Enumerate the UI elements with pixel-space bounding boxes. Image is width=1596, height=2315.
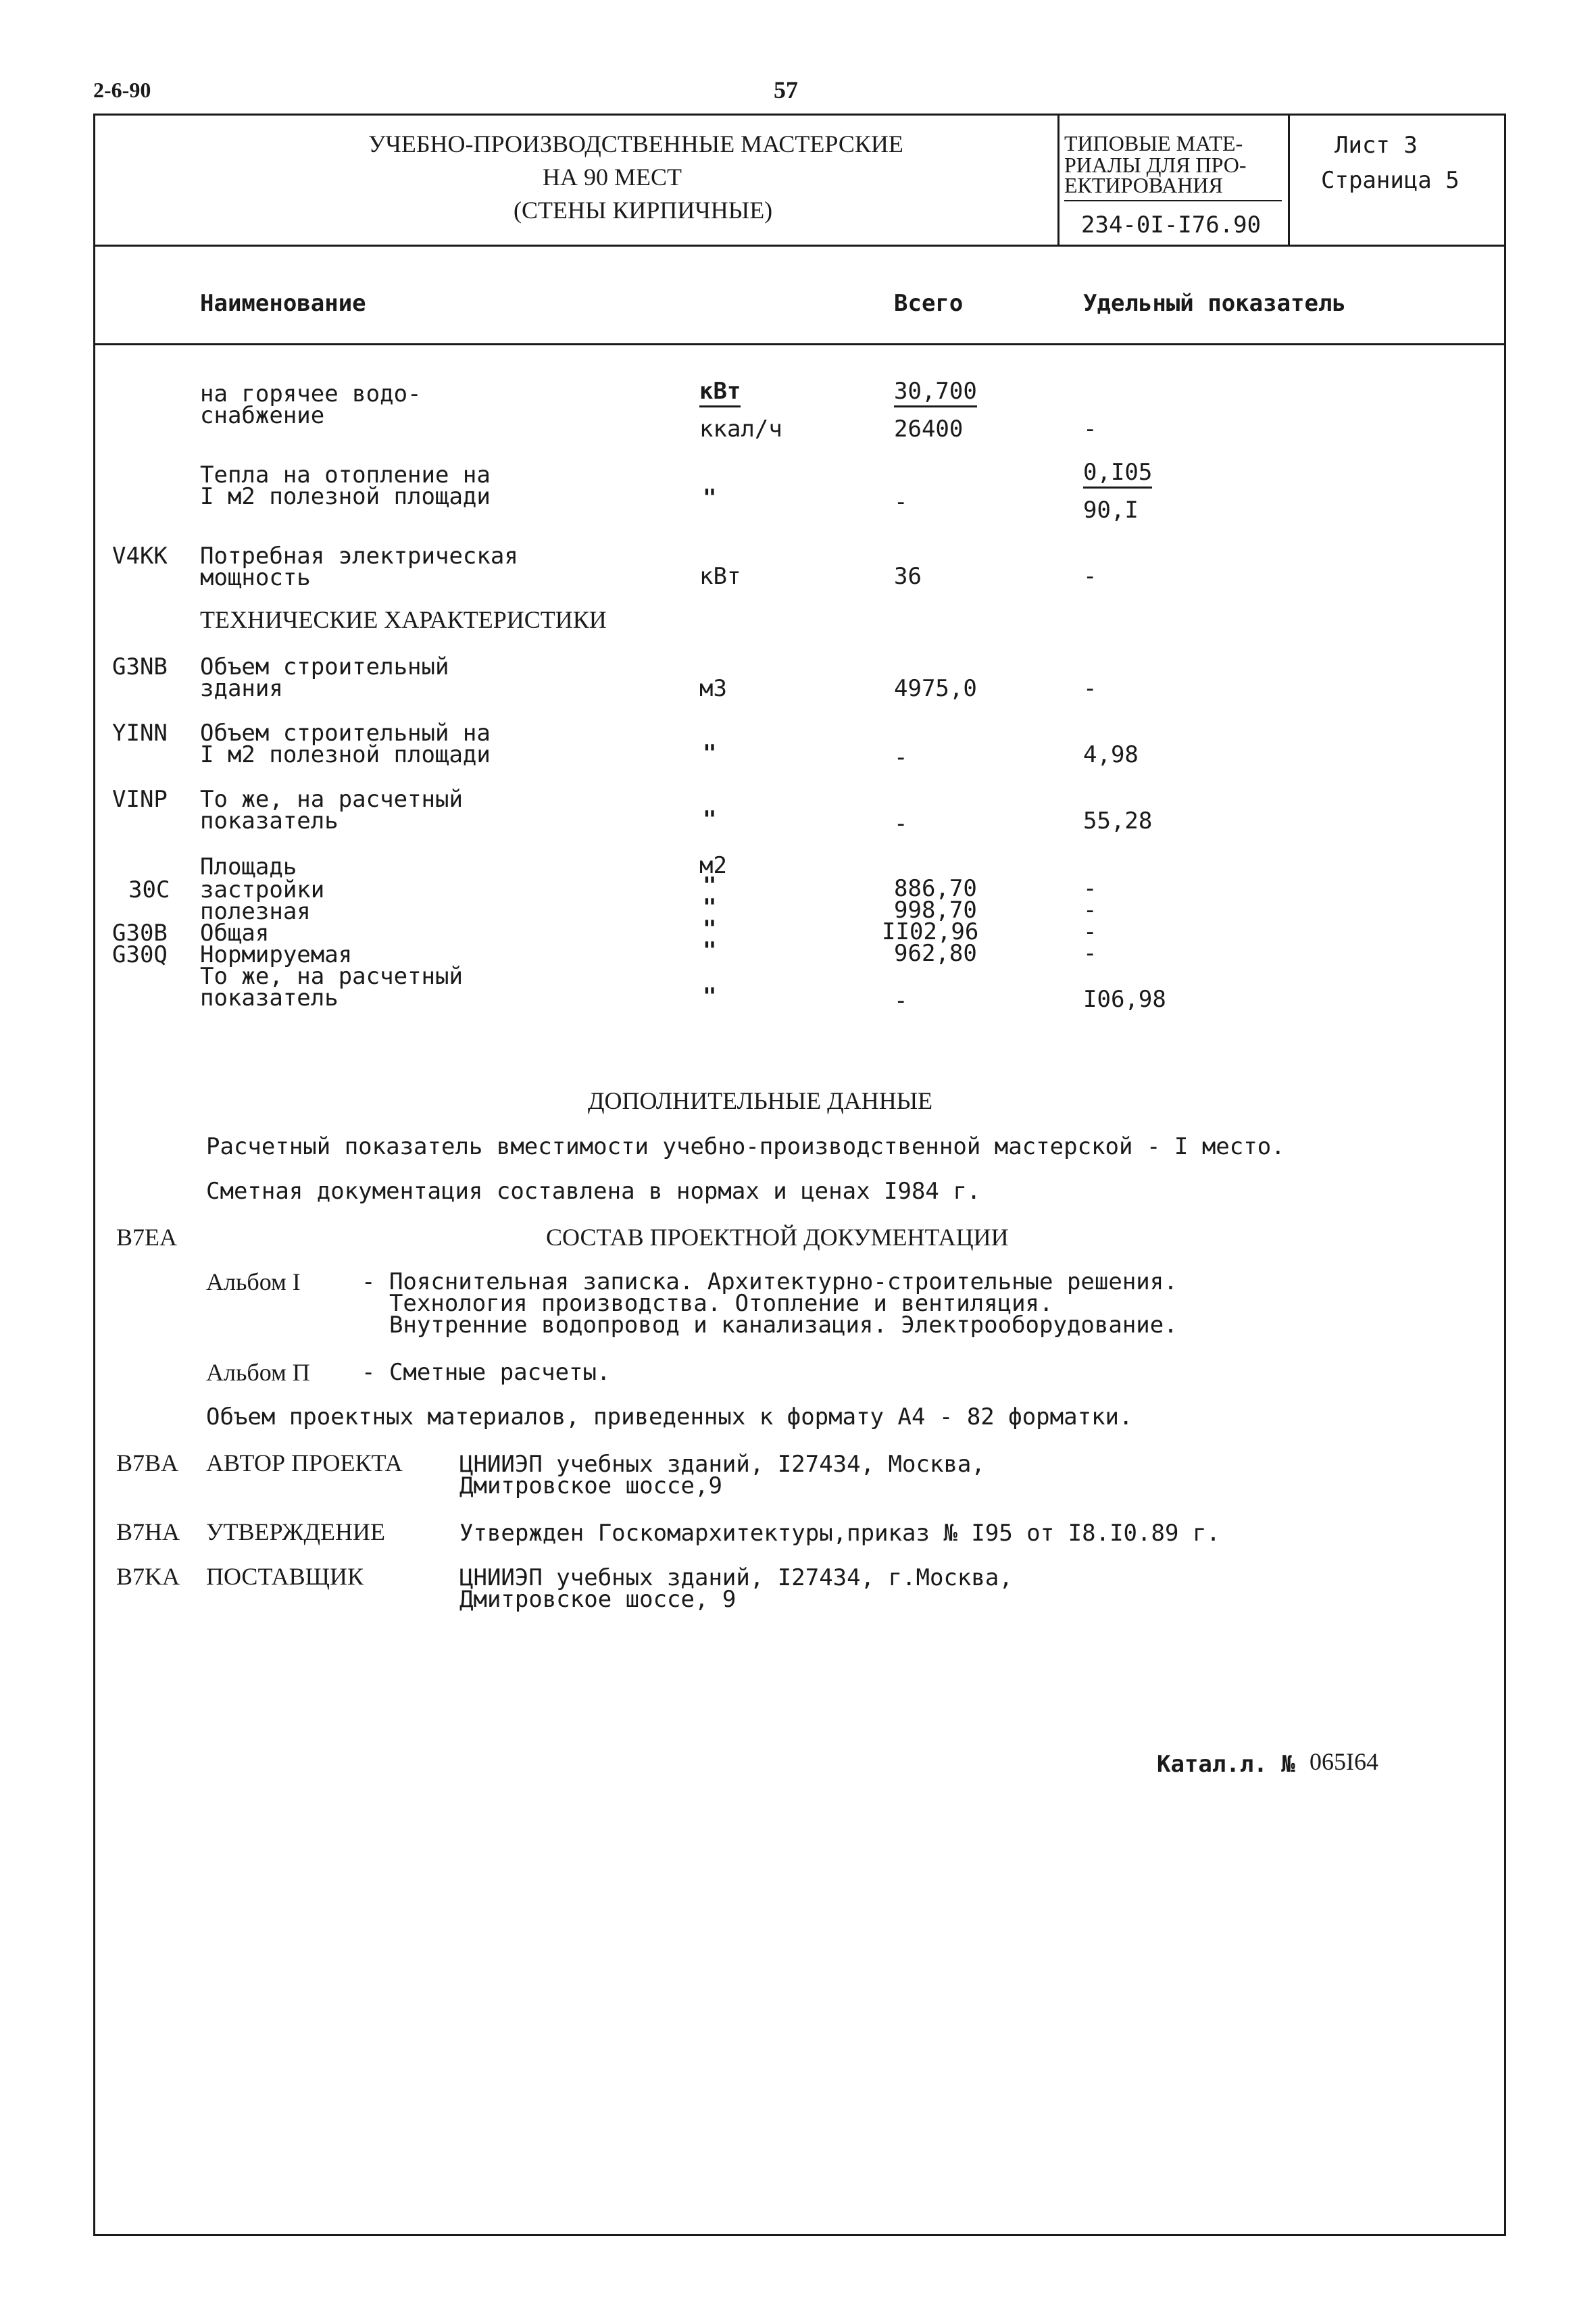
credit-line: ЦНИИЭП учебных зданий, I27434, Москва, [459, 1451, 985, 1478]
header-type-line-1: ТИПОВЫЕ МАТЕ- [1064, 131, 1243, 155]
row-spec: - [1083, 675, 1097, 702]
row-unit: кВт [699, 380, 741, 407]
credit-code: B7KA [116, 1563, 180, 1590]
row-code: VINP [112, 786, 168, 813]
row-unit: м3 [699, 675, 727, 702]
album-1-label: Альбом I [206, 1268, 301, 1295]
composition-heading: СОСТАВ ПРОЕКТНОЙ ДОКУМЕНТАЦИИ [546, 1224, 1009, 1251]
area-unit: " [703, 894, 717, 921]
area-code: 30C [128, 876, 170, 903]
area-name: То же, на расчетный [200, 963, 463, 990]
frame-bottom [93, 2234, 1506, 2236]
catalog-number: 065I64 [1310, 1748, 1378, 1775]
row-name-line: Объем строительный на [200, 720, 491, 747]
album-1-line: - Пояснительная записка. Архитектурно-строительные решения. [361, 1268, 1178, 1295]
row-name-line: снабжение [200, 402, 325, 429]
page-number: 57 [774, 76, 798, 103]
area-unit: м2 [699, 852, 727, 879]
row-name-line: здания [200, 675, 283, 702]
row-total: - [894, 744, 908, 771]
row-code: V4KK [112, 543, 168, 570]
area-total: - [894, 987, 908, 1014]
row-name-line: Потребная электрическая [200, 543, 518, 570]
area-total: 886,70 [894, 875, 977, 902]
row-unit: кВт [699, 563, 741, 590]
credit-label: ПОСТАВЩИК [206, 1563, 364, 1590]
area-name: Нормируемая [200, 941, 353, 968]
credit-line: Дмитровское шоссе,9 [459, 1472, 722, 1499]
row-code: G3NB [112, 653, 168, 680]
row-total: 36 [894, 563, 922, 590]
area-unit: " [703, 872, 717, 899]
row-total: 4975,0 [894, 675, 977, 702]
section-heading: ТЕХНИЧЕСКИЕ ХАРАКТЕРИСТИКИ [200, 606, 607, 633]
area-spec: - [1083, 940, 1097, 967]
volume-line: Объем проектных материалов, приведенных к формату А4 - 82 форматки. [206, 1403, 1133, 1430]
row-total: - [894, 489, 908, 516]
page-ref: 2-6-90 [93, 78, 151, 102]
album-1-line: Технология производства. Отопление и вентиляция. [361, 1290, 1053, 1317]
area-code: G30Q [112, 941, 168, 968]
row-code: YINN [112, 720, 168, 747]
credit-line: Утвержден Госкомархитектуры,приказ № I95 от I8.I0.89 г. [459, 1520, 1220, 1547]
header-divider [93, 245, 1505, 247]
column-total: Всего [894, 290, 964, 317]
header-sheet: Лист 3 [1335, 132, 1418, 159]
credit-line: ЦНИИЭП учебных зданий, I27434, г.Москва, [459, 1564, 1013, 1591]
area-total: 962,80 [894, 940, 977, 967]
area-total: II02,96 [882, 918, 979, 945]
credit-code: B7HA [116, 1518, 180, 1545]
area-name: Общая [200, 920, 270, 947]
area-spec: - [1083, 897, 1097, 924]
area-name: застройки [200, 876, 325, 903]
header-sep-1 [1057, 114, 1059, 245]
row-name-line: показатель [200, 807, 339, 835]
header-sep-2 [1288, 114, 1290, 245]
header-type-line-2: РИАЛЫ ДЛЯ ПРО- [1064, 153, 1247, 177]
row-unit: ккал/ч [699, 416, 782, 443]
catalog-label: Катал.л. № [1157, 1751, 1295, 1778]
area-name: полезная [200, 898, 311, 925]
row-name-line: I м2 полезной площади [200, 483, 491, 510]
row-total: 26400 [894, 416, 964, 443]
row-name-line: I м2 полезной площади [200, 741, 491, 768]
column-header-divider [93, 343, 1505, 345]
header-title-line-2: НА 90 МЕСТ [543, 164, 682, 191]
header-page: Страница 5 [1321, 167, 1460, 194]
area-name: показатель [200, 985, 339, 1012]
area-unit: " [703, 916, 717, 943]
frame-right [1504, 114, 1506, 2235]
credit-line: Дмитровское шоссе, 9 [459, 1586, 737, 1613]
row-spec: 0,I05 [1083, 461, 1152, 489]
row-name-line: Тепла на отопление на [200, 462, 491, 489]
header-title-line-1: УЧЕБНО-ПРОИЗВОДСТВЕННЫЕ МАСТЕРСКИЕ [368, 130, 903, 157]
area-spec: - [1083, 918, 1097, 945]
album-1-line: Внутренние водопровод и канализация. Электрооборудование. [361, 1312, 1178, 1339]
header-code: 234-0I-I76.90 [1081, 211, 1262, 239]
row-spec: 4,98 [1083, 741, 1139, 768]
area-code: G30B [112, 920, 168, 947]
composition-code: B7EA [116, 1224, 177, 1251]
credit-label: АВТОР ПРОЕКТА [206, 1449, 403, 1476]
column-name: Наименование [200, 290, 366, 317]
row-total: 30,700 [894, 380, 977, 407]
frame-top [93, 114, 1505, 116]
row-unit: " [703, 806, 717, 833]
area-unit: " [703, 983, 717, 1010]
row-name-line: Объем строительный [200, 653, 449, 680]
additional-heading: ДОПОЛНИТЕЛЬНЫЕ ДАННЫЕ [588, 1087, 933, 1114]
row-name-line: мощность [200, 564, 311, 591]
additional-line-2: Сметная документация составлена в нормах и ценах I984 г. [206, 1178, 981, 1205]
album-2-label: Альбом П [206, 1359, 310, 1386]
column-specific: Удельный показатель [1083, 290, 1346, 317]
row-spec: 55,28 [1083, 807, 1153, 835]
row-total: - [894, 810, 908, 837]
header-type-underline [1064, 200, 1282, 201]
row-spec: 90,I [1083, 497, 1139, 524]
area-unit: " [703, 937, 717, 964]
album-2-text: - Сметные расчеты. [361, 1359, 611, 1386]
frame-left [93, 114, 95, 2235]
area-spec: I06,98 [1083, 986, 1166, 1013]
row-unit: " [703, 740, 717, 767]
area-spec: - [1083, 875, 1097, 902]
area-total: 998,70 [894, 897, 977, 924]
row-spec: - [1083, 416, 1097, 443]
credit-label: УТВЕРЖДЕНИЕ [206, 1518, 386, 1545]
header-title-line-3: (СТЕНЫ КИРПИЧНЫЕ) [514, 197, 773, 224]
row-spec: - [1083, 563, 1097, 590]
row-name-line: То же, на расчетный [200, 786, 463, 813]
additional-line-1: Расчетный показатель вместимости учебно-производственной мастерской - I место. [206, 1133, 1285, 1160]
header-type-line-3: ЕКТИРОВАНИЯ [1064, 173, 1223, 197]
row-unit: " [703, 484, 717, 512]
credit-code: B7BA [116, 1449, 179, 1476]
area-name: Площадь [200, 853, 297, 880]
row-name-line: на горячее водо- [200, 380, 422, 407]
